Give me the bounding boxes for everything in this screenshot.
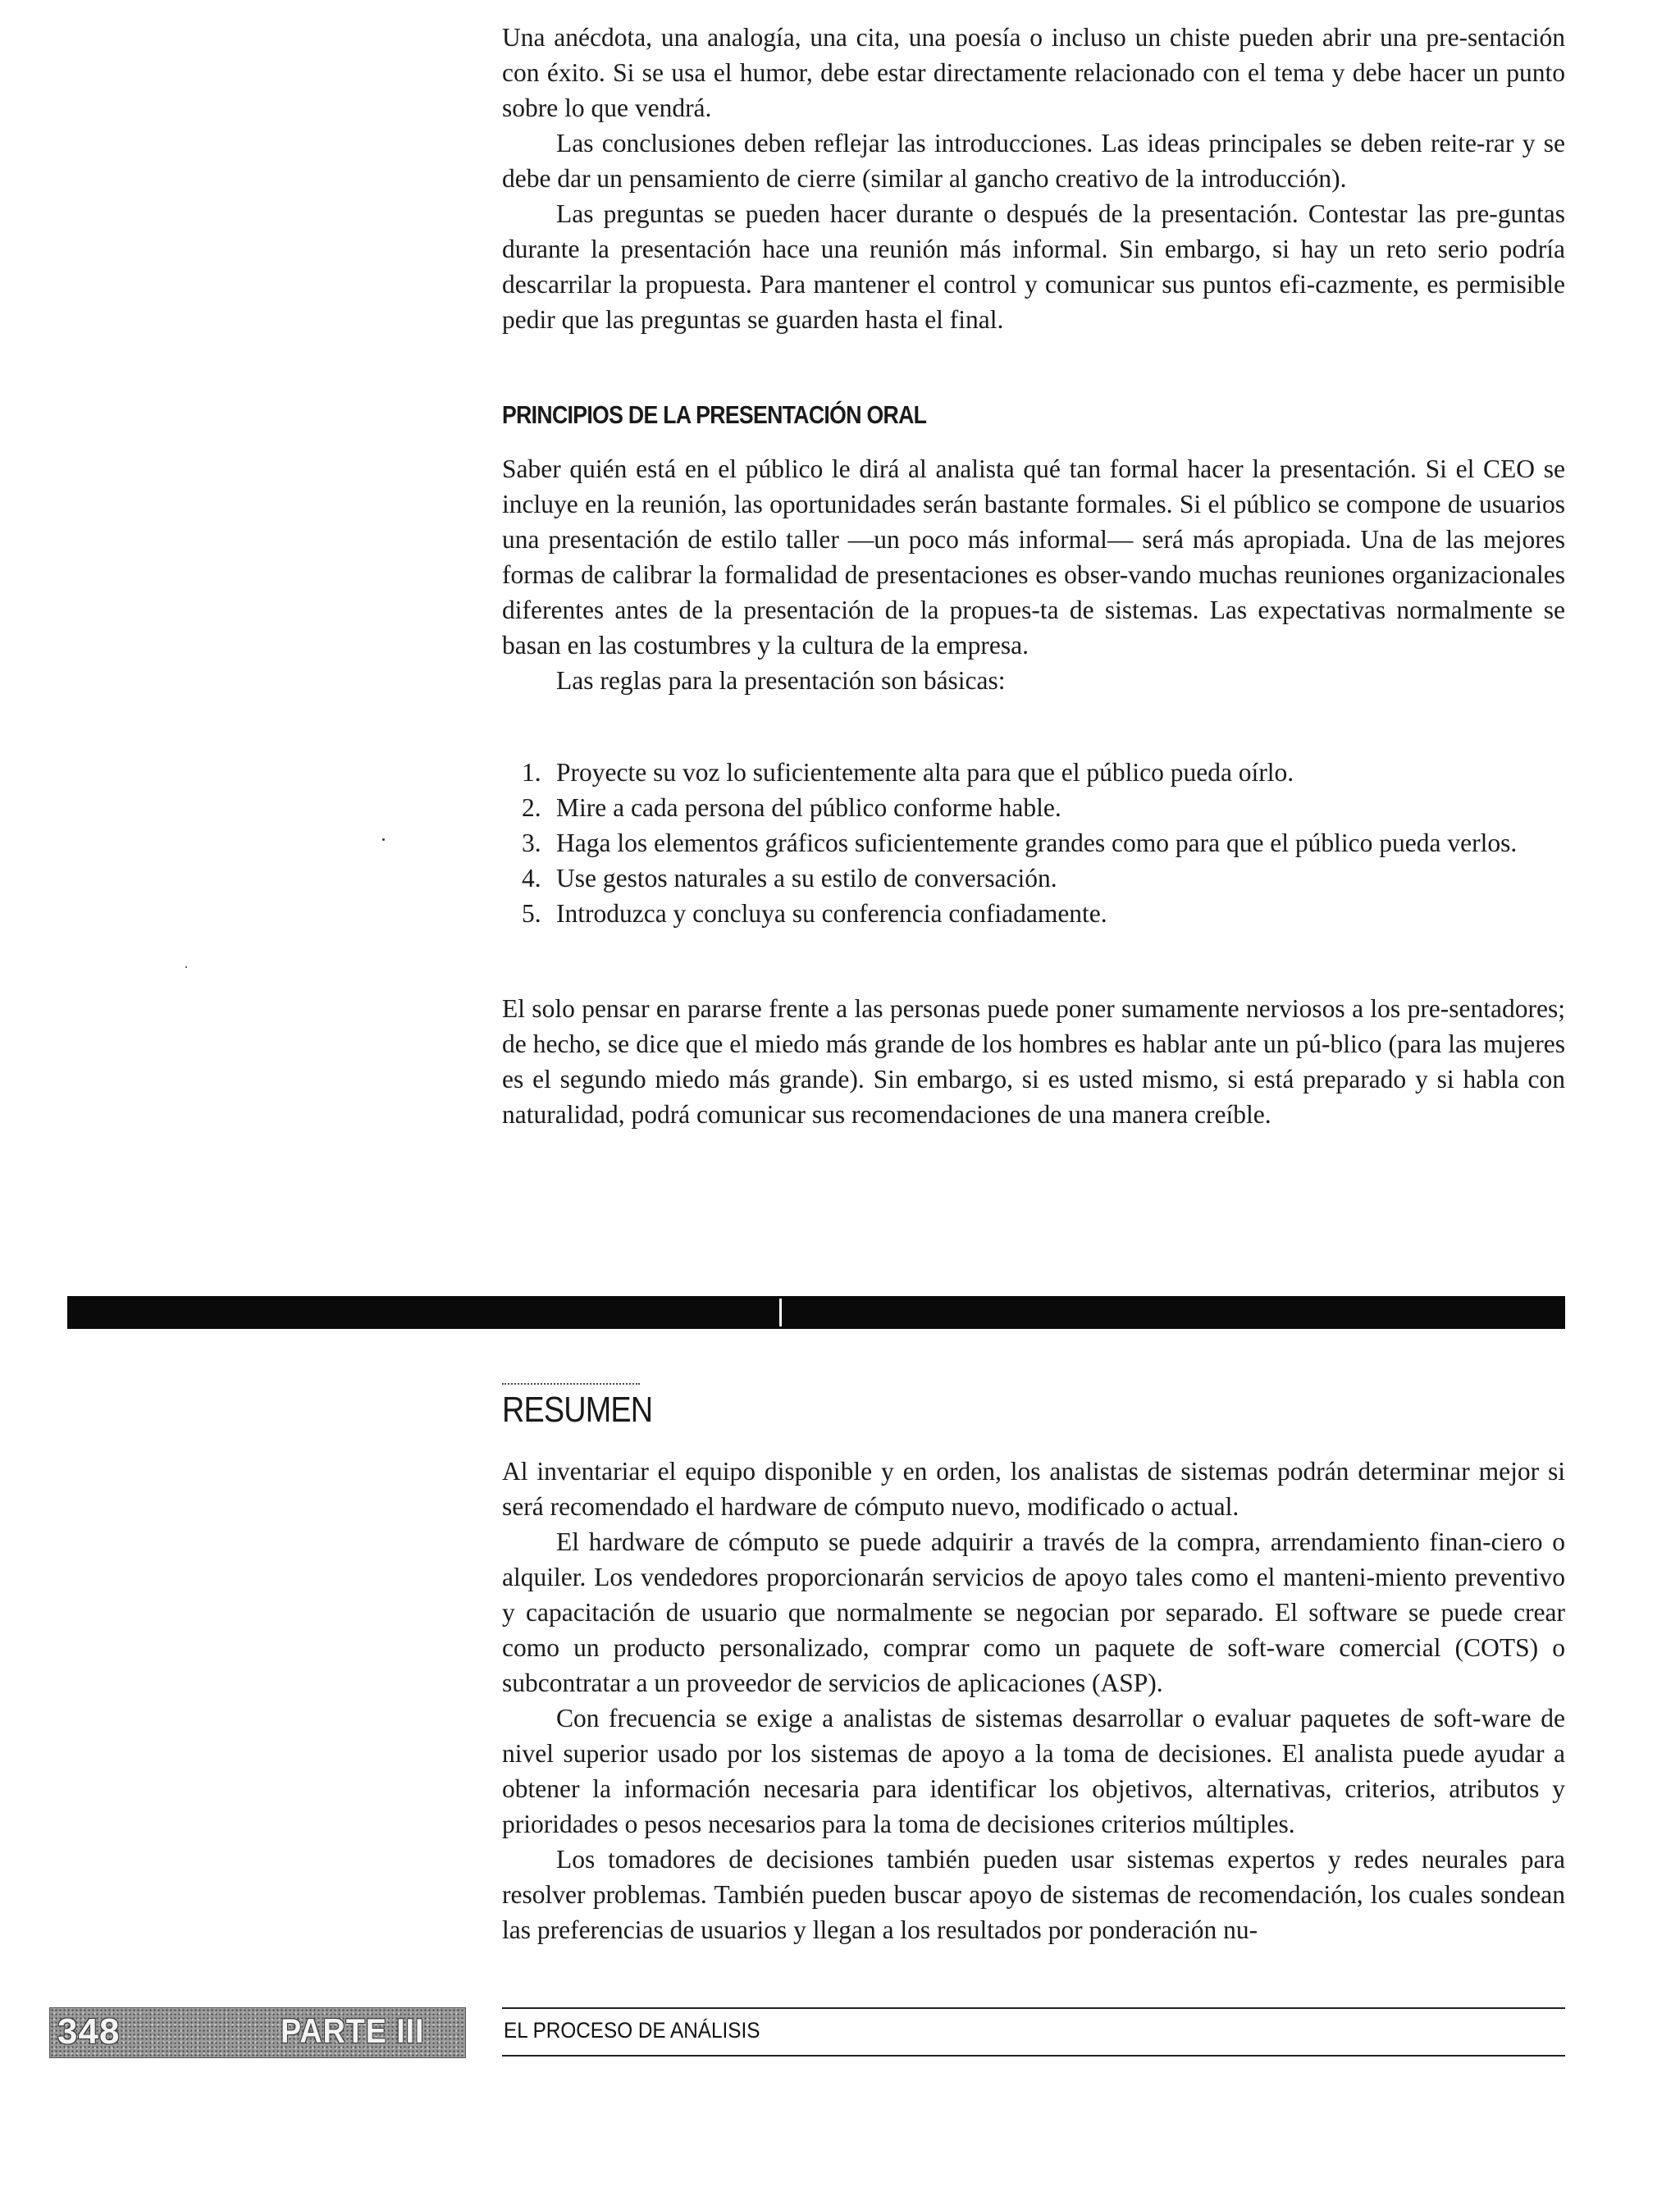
footer-rule-top — [502, 2007, 1565, 2009]
scan-speck — [382, 838, 385, 841]
resumen-dotted-rule — [502, 1383, 640, 1385]
paragraph-nervios: El solo pensar en pararse frente a las personas puede poner sumamente nerviosos a los pre-sentadores; de hecho, se dice que el miedo más grande de los hombres es hablar ante un pú-blico (para las mujeres es el segundo miedo más grande). Sin embargo, si es usted mismo, si está preparado y si habla con naturalidad, podrá comunicar sus recomendaciones de una manera creíble. — [502, 994, 1565, 1129]
paragraph-software-decisiones: Con frecuencia se exige a analistas de sistemas desarrollar o evaluar paquetes de soft-ware de nivel superior usado por los sistemas de apoyo a la toma de decisiones. El analista puede ayudar a obtener la información necesaria para identificar los objetivos, alternativas, criterios, atributos y prioridades o pesos necesarios para la toma de decisiones criterios múltiples. — [502, 1704, 1565, 1838]
section-text-block — [502, 451, 1565, 698]
resumen-heading: RESUMEN — [502, 1390, 653, 1430]
paragraph-reglas-intro: Las reglas para la presentación son básicas: — [556, 666, 1006, 695]
paragraph-sistemas-expertos: Los tomadores de decisiones también pueden usar sistemas expertos y redes neurales para resolver problemas. También pueden buscar apoyo de sistemas de recomendación, los cuales sondean las preferencias de usuarios y llegan a los resultados por ponderación nu- — [502, 1845, 1565, 1944]
list-item: 2. Mire a cada persona del público conforme hable. — [522, 793, 1061, 822]
part-label: PARTE III — [281, 2011, 425, 2050]
scan-speck — [185, 966, 187, 968]
part-title: EL PROCESO DE ANÁLISIS — [504, 2018, 760, 2043]
list-item: 4. Use gestos naturales a su estilo de conversación. — [522, 864, 1057, 892]
section-heading: PRINCIPIOS DE LA PRESENTACIÓN ORAL — [502, 400, 927, 429]
list-item: 5. Introduzca y concluya su conferencia confiadamente. — [522, 899, 1107, 928]
paragraph-inventario: Al inventariar el equipo disponible y en orden, los analistas de sistemas podrán determinar mejor si será recomendado el hardware de cómputo nuevo, modificado o actual. — [502, 1457, 1565, 1521]
paragraph-publico: Saber quién está en el público le dirá al analista qué tan formal hacer la presentación. Si el CEO se incluye en la reunión, las oportunidades serán bastante formales. Si el público se compone de usuarios una presentación de estilo taller —un poco más informal— será más apropiada. Una de las mejores formas de calibrar la formalidad de presentaciones es obser-vando muchas reuniones organizacionales diferentes antes de la presentación de la propues-ta de sistemas. Las expectativas normalmente se basan en las costumbres y la cultura de la empresa. — [502, 454, 1565, 660]
footer-rule-bottom — [502, 2055, 1565, 2057]
divider-gap — [779, 1299, 782, 1326]
top-text-block — [502, 20, 1565, 337]
rules-list — [502, 755, 1565, 931]
resumen-text-block — [502, 1454, 1565, 1947]
list-item: 1. Proyecte su voz lo suficientemente alta para que el público pueda oírlo. — [522, 758, 1294, 787]
section-closing-block — [502, 991, 1565, 1132]
paragraph-hardware: El hardware de cómputo se puede adquirir a través de la compra, arrendamiento finan-ciero o alquiler. Los vendedores proporcionarán servicios de apoyo tales como el manteni-miento preventivo y capacitación de usuario que normalmente se negocian por separado. El software se puede crear como un producto personalizado, comprar como un paquete de soft-ware comercial (COTS) o subcontratar a un proveedor de servicios de aplicaciones (ASP). — [502, 1527, 1565, 1697]
paragraph-preguntas: Las preguntas se pueden hacer durante o después de la presentación. Contestar las pre-guntas durante la presentación hace una reunión más informal. Sin embargo, si hay un reto serio podría descarrilar la propuesta. Para mantener el control y comunicar sus puntos efi-cazmente, es permisible pedir que las preguntas se guarden hasta el final. — [502, 199, 1565, 334]
section-divider-bar — [67, 1296, 1565, 1329]
list-item: 3. Haga los elementos gráficos suficientemente grandes como para que el público pueda verlos. — [522, 829, 1518, 857]
paragraph-conclusiones: Las conclusiones deben reflejar las introducciones. Las ideas principales se deben reite-rar y se debe dar un pensamiento de cierre (similar al gancho creativo de la introducción). — [502, 129, 1565, 193]
paragraph-anecdota: Una anécdota, una analogía, una cita, una poesía o incluso un chiste pueden abrir una pre-sentación con éxito. Si se usa el humor, debe estar directamente relacionado con el tema y debe hacer un punto sobre lo que vendrá. — [502, 23, 1565, 122]
page-number: 348 — [57, 2011, 121, 2052]
